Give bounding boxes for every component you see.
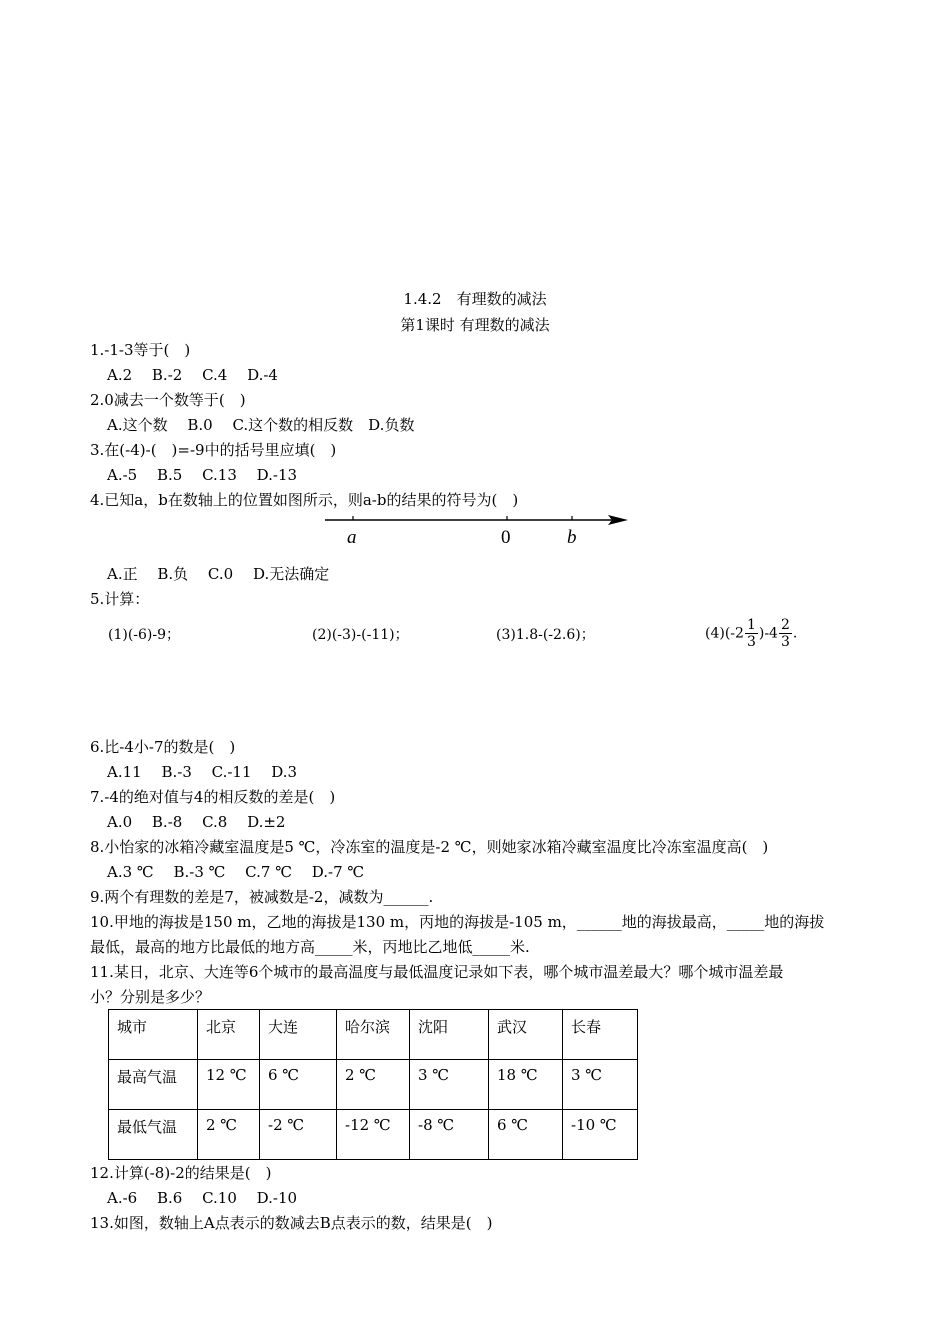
- table-cell: 武汉: [489, 1010, 563, 1060]
- table-cell: 长春: [563, 1010, 638, 1060]
- q5-part4-mid: )-4: [758, 625, 778, 642]
- q2-options: A.这个数 B.0 C.这个数的相反数 D.负数: [107, 416, 415, 434]
- q7-stem: 7.-4的绝对值与4的相反数的差是( ): [90, 788, 336, 806]
- q7-options: A.0 B.-8 C.8 D.±2: [107, 813, 286, 831]
- table-cell: 哈尔滨: [337, 1010, 410, 1060]
- table-cell: -2 ℃: [260, 1110, 337, 1160]
- table-header-row: [109, 1010, 638, 1060]
- table-cell: 18 ℃: [489, 1060, 563, 1110]
- q8-options: A.3 ℃ B.-3 ℃ C.7 ℃ D.-7 ℃: [107, 863, 365, 881]
- table-cell: 3 ℃: [563, 1060, 638, 1110]
- lesson-subtitle: 第1课时 有理数的减法: [400, 316, 550, 334]
- fraction-numerator: 1: [746, 617, 756, 633]
- q13-stem: 13.如图，数轴上A点表示的数减去B点表示的数，结果是( ): [90, 1214, 493, 1232]
- q4-stem: 4.已知a，b在数轴上的位置如图所示，则a-b的结果的符号为( ): [90, 491, 519, 509]
- q4-options: A.正 B.负 C.0 D.无法确定: [107, 565, 330, 583]
- q1-options: A.2 B.-2 C.4 D.-4: [107, 366, 278, 384]
- table-cell: 3 ℃: [410, 1060, 489, 1110]
- fraction-one-third: [745, 617, 758, 650]
- q10-line2: 最低，最高的地方比最低的地方高_____米，丙地比乙地低_____米.: [90, 938, 530, 956]
- section-title: 1.4.2 有理数的减法: [403, 290, 547, 308]
- temperature-table: [108, 1009, 638, 1160]
- table-cell: 沈阳: [410, 1010, 489, 1060]
- table-cell: 6 ℃: [489, 1110, 563, 1160]
- q5-part2: (2)(-3)-(-11)；: [312, 627, 409, 643]
- q1-stem: 1.-1-3等于( ): [90, 341, 191, 359]
- q11-line1: 11.某日，北京、大连等6个城市的最高温度与最低温度记录如下表，哪个城市温差最大？哪个城市温差最: [90, 963, 784, 981]
- q5-part4-end: .: [792, 625, 798, 642]
- fraction-denominator: 3: [746, 634, 756, 650]
- q2-stem: 2.0减去一个数等于( ): [90, 391, 246, 409]
- label-zero: 0: [501, 527, 511, 548]
- number-line-figure: [323, 510, 633, 550]
- q9-stem: 9.两个有理数的差是7，被减数是-2，减数为______.: [90, 888, 434, 906]
- q5-stem: 5.计算：: [90, 590, 150, 608]
- q8-stem: 8.小怡家的冰箱冷藏室温度是5 ℃，冷冻室的温度是-2 ℃，则她家冰箱冷藏室温度比冷冻室温度高( ): [90, 838, 769, 856]
- q10-line1: 10.甲地的海拔是150 m，乙地的海拔是130 m，丙地的海拔是-105 m，______地的海拔最高，_____地的海拔: [90, 913, 825, 931]
- q12-stem: 12.计算(-8)-2的结果是( ): [90, 1164, 272, 1182]
- table-cell: 12 ℃: [198, 1060, 260, 1110]
- fraction-denominator: 3: [780, 634, 790, 650]
- q3-options: A.-5 B.5 C.13 D.-13: [107, 466, 298, 484]
- table-cell: 北京: [198, 1010, 260, 1060]
- table-cell: -8 ℃: [410, 1110, 489, 1160]
- q5-part4: [705, 617, 797, 650]
- table-row: [109, 1110, 638, 1160]
- table-cell: 城市: [109, 1010, 198, 1060]
- q6-stem: 6.比-4小-7的数是( ): [90, 738, 236, 756]
- table-cell: 2 ℃: [198, 1110, 260, 1160]
- table-row: [109, 1060, 638, 1110]
- label-a: a: [347, 527, 357, 548]
- q6-options: A.11 B.-3 C.-11 D.3: [107, 763, 298, 781]
- fraction-numerator: 2: [780, 617, 790, 633]
- q11-line2: 小？分别是多少？: [90, 988, 211, 1006]
- label-b: b: [567, 527, 577, 548]
- fraction-two-thirds: [779, 617, 792, 650]
- table-cell: 6 ℃: [260, 1060, 337, 1110]
- q12-options: A.-6 B.6 C.10 D.-10: [107, 1189, 298, 1207]
- table-cell: -12 ℃: [337, 1110, 410, 1160]
- q5-part4-prefix: (4)(-2: [705, 625, 744, 642]
- table-cell: 最高气温: [109, 1060, 198, 1110]
- q5-part1: (1)(-6)-9；: [108, 627, 181, 643]
- table-cell: 大连: [260, 1010, 337, 1060]
- table-cell: 2 ℃: [337, 1060, 410, 1110]
- q3-stem: 3.在(-4)-( )=-9中的括号里应填( ): [90, 441, 337, 459]
- table-cell: 最低气温: [109, 1110, 198, 1160]
- q5-part3: (3)1.8-(-2.6)；: [496, 627, 595, 643]
- table-cell: -10 ℃: [563, 1110, 638, 1160]
